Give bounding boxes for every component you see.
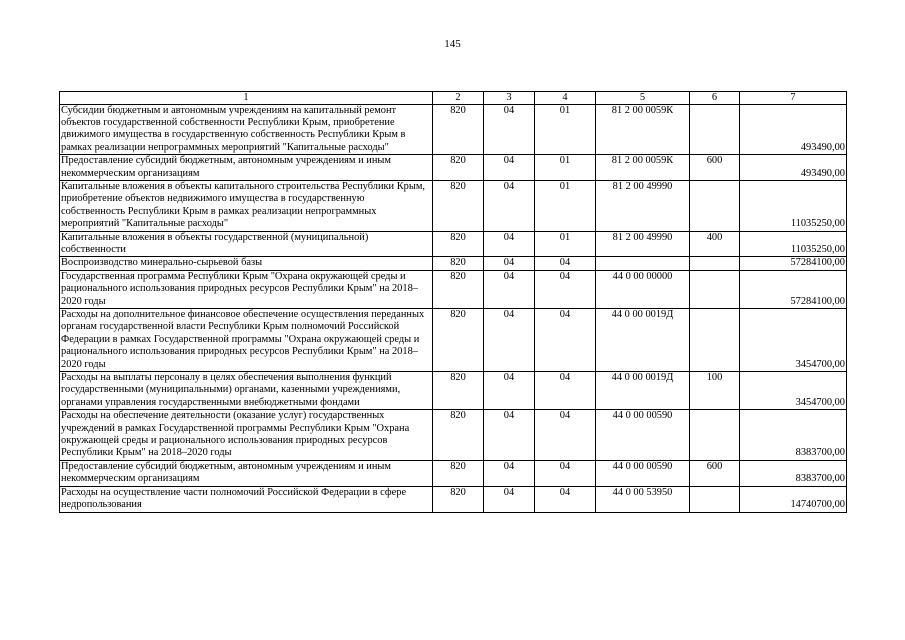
header-row [60,92,847,105]
subsection-cell: 04 [535,410,596,461]
table-row [60,270,847,308]
subsection-cell: 04 [535,309,596,372]
expense-type-cell [690,180,740,231]
section-cell: 04 [484,180,535,231]
expense-type-cell [690,257,740,270]
target-article-cell: 81 2 00 49990 [596,180,690,231]
subsection-cell: 04 [535,270,596,308]
target-article-cell: 44 0 00 00000 [596,270,690,308]
page-number: 145 [444,38,461,50]
row-name-cell: Расходы на дополнительное финансовое обеспечение осуществления переданных органам государственной власти Республики Крым полномочий Российской Федерации в рамках Государственной программы "Охрана окружающей среды и рационального использования природных ресурсов Республики Крым" на 2018–2020 годы [60,309,433,372]
target-article-cell [596,257,690,270]
column-header-5: 5 [596,92,690,105]
expense-type-cell: 400 [690,231,740,257]
row-name-cell: Расходы на выплаты персоналу в целях обеспечения выполнения функций государственными (муниципальными) органами, казенными учреждениями, органами управления государственными внебюджетными фондами [60,372,433,410]
section-cell: 04 [484,372,535,410]
target-article-cell: 81 2 00 0059К [596,104,690,155]
row-name-cell: Государственная программа Республики Крым "Охрана окружающей среды и рационального использования природных ресурсов Республики Крым" на 2018–2020 годы [60,270,433,308]
section-cell: 04 [484,155,535,181]
admin-code-cell: 820 [433,231,484,257]
admin-code-cell: 820 [433,257,484,270]
section-cell: 04 [484,460,535,486]
column-header-2: 2 [433,92,484,105]
table-row [60,410,847,461]
amount-cell: 11035250,00 [740,231,847,257]
expense-type-cell [690,309,740,372]
row-name-cell: Расходы на обеспечение деятельности (оказание услуг) государственных учреждений в рамках Государственной программы Республики Крым "Охрана окружающей среды и рационального использования природных ресурсов Республики Крым" на 2018–2020 годы [60,410,433,461]
section-cell: 04 [484,231,535,257]
row-name-cell: Субсидии бюджетным и автономным учреждениям на капитальный ремонт объектов государственной собственности Республики Крым, приобретение движимого имущества в государственную собственность Республики Крым в рамках реализации непрограммных мероприятий "Капитальные расходы" [60,104,433,155]
table-row [60,460,847,486]
admin-code-cell: 820 [433,180,484,231]
table-row [60,180,847,231]
amount-cell: 3454700,00 [740,372,847,410]
section-cell: 04 [484,270,535,308]
admin-code-cell: 820 [433,104,484,155]
target-article-cell: 44 0 00 00590 [596,460,690,486]
amount-cell: 57284100,00 [740,270,847,308]
amount-cell: 3454700,00 [740,309,847,372]
subsection-cell: 04 [535,372,596,410]
section-cell: 04 [484,410,535,461]
table-row [60,372,847,410]
expense-type-cell [690,104,740,155]
row-name-cell: Воспроизводство минерально-сырьевой базы [60,257,433,270]
table-row [60,104,847,155]
subsection-cell: 01 [535,180,596,231]
subsection-cell: 01 [535,104,596,155]
column-header-1: 1 [60,92,433,105]
expense-type-cell: 100 [690,372,740,410]
budget-table [59,91,847,513]
expense-type-cell: 600 [690,460,740,486]
column-header-7: 7 [740,92,847,105]
target-article-cell: 81 2 00 0059К [596,155,690,181]
expense-type-cell [690,410,740,461]
row-name-cell: Предоставление субсидий бюджетным, автономным учреждениям и иным некоммерческим организациям [60,155,433,181]
subsection-cell: 01 [535,155,596,181]
row-name-cell: Расходы на осуществление части полномочий Российской Федерации в сфере недропользования [60,486,433,512]
column-header-4: 4 [535,92,596,105]
admin-code-cell: 820 [433,309,484,372]
subsection-cell: 04 [535,460,596,486]
section-cell: 04 [484,257,535,270]
target-article-cell: 81 2 00 49990 [596,231,690,257]
amount-cell: 493490,00 [740,155,847,181]
section-cell: 04 [484,309,535,372]
amount-cell: 57284100,00 [740,257,847,270]
column-header-6: 6 [690,92,740,105]
admin-code-cell: 820 [433,270,484,308]
expense-type-cell: 600 [690,155,740,181]
row-name-cell: Капитальные вложения в объекты капитального строительства Республики Крым, приобретение объектов недвижимого имущества в государственную собственность Республики Крым в рамках реализации непрограммных мероприятий "Капитальные расходы" [60,180,433,231]
table-row [60,257,847,270]
target-article-cell: 44 0 00 53950 [596,486,690,512]
section-cell: 04 [484,486,535,512]
target-article-cell: 44 0 00 0019Д [596,309,690,372]
subsection-cell: 04 [535,486,596,512]
admin-code-cell: 820 [433,155,484,181]
column-header-3: 3 [484,92,535,105]
admin-code-cell: 820 [433,372,484,410]
amount-cell: 8383700,00 [740,410,847,461]
amount-cell: 14740700,00 [740,486,847,512]
row-name-cell: Предоставление субсидий бюджетным, автономным учреждениям и иным некоммерческим организациям [60,460,433,486]
amount-cell: 11035250,00 [740,180,847,231]
target-article-cell: 44 0 00 00590 [596,410,690,461]
table-row [60,486,847,512]
admin-code-cell: 820 [433,460,484,486]
subsection-cell: 01 [535,231,596,257]
target-article-cell: 44 0 00 0019Д [596,372,690,410]
table-row [60,231,847,257]
amount-cell: 493490,00 [740,104,847,155]
expense-type-cell [690,486,740,512]
expense-type-cell [690,270,740,308]
admin-code-cell: 820 [433,486,484,512]
section-cell: 04 [484,104,535,155]
row-name-cell: Капитальные вложения в объекты государственной (муниципальной) собственности [60,231,433,257]
amount-cell: 8383700,00 [740,460,847,486]
table-row [60,155,847,181]
subsection-cell: 04 [535,257,596,270]
table-row [60,309,847,372]
admin-code-cell: 820 [433,410,484,461]
